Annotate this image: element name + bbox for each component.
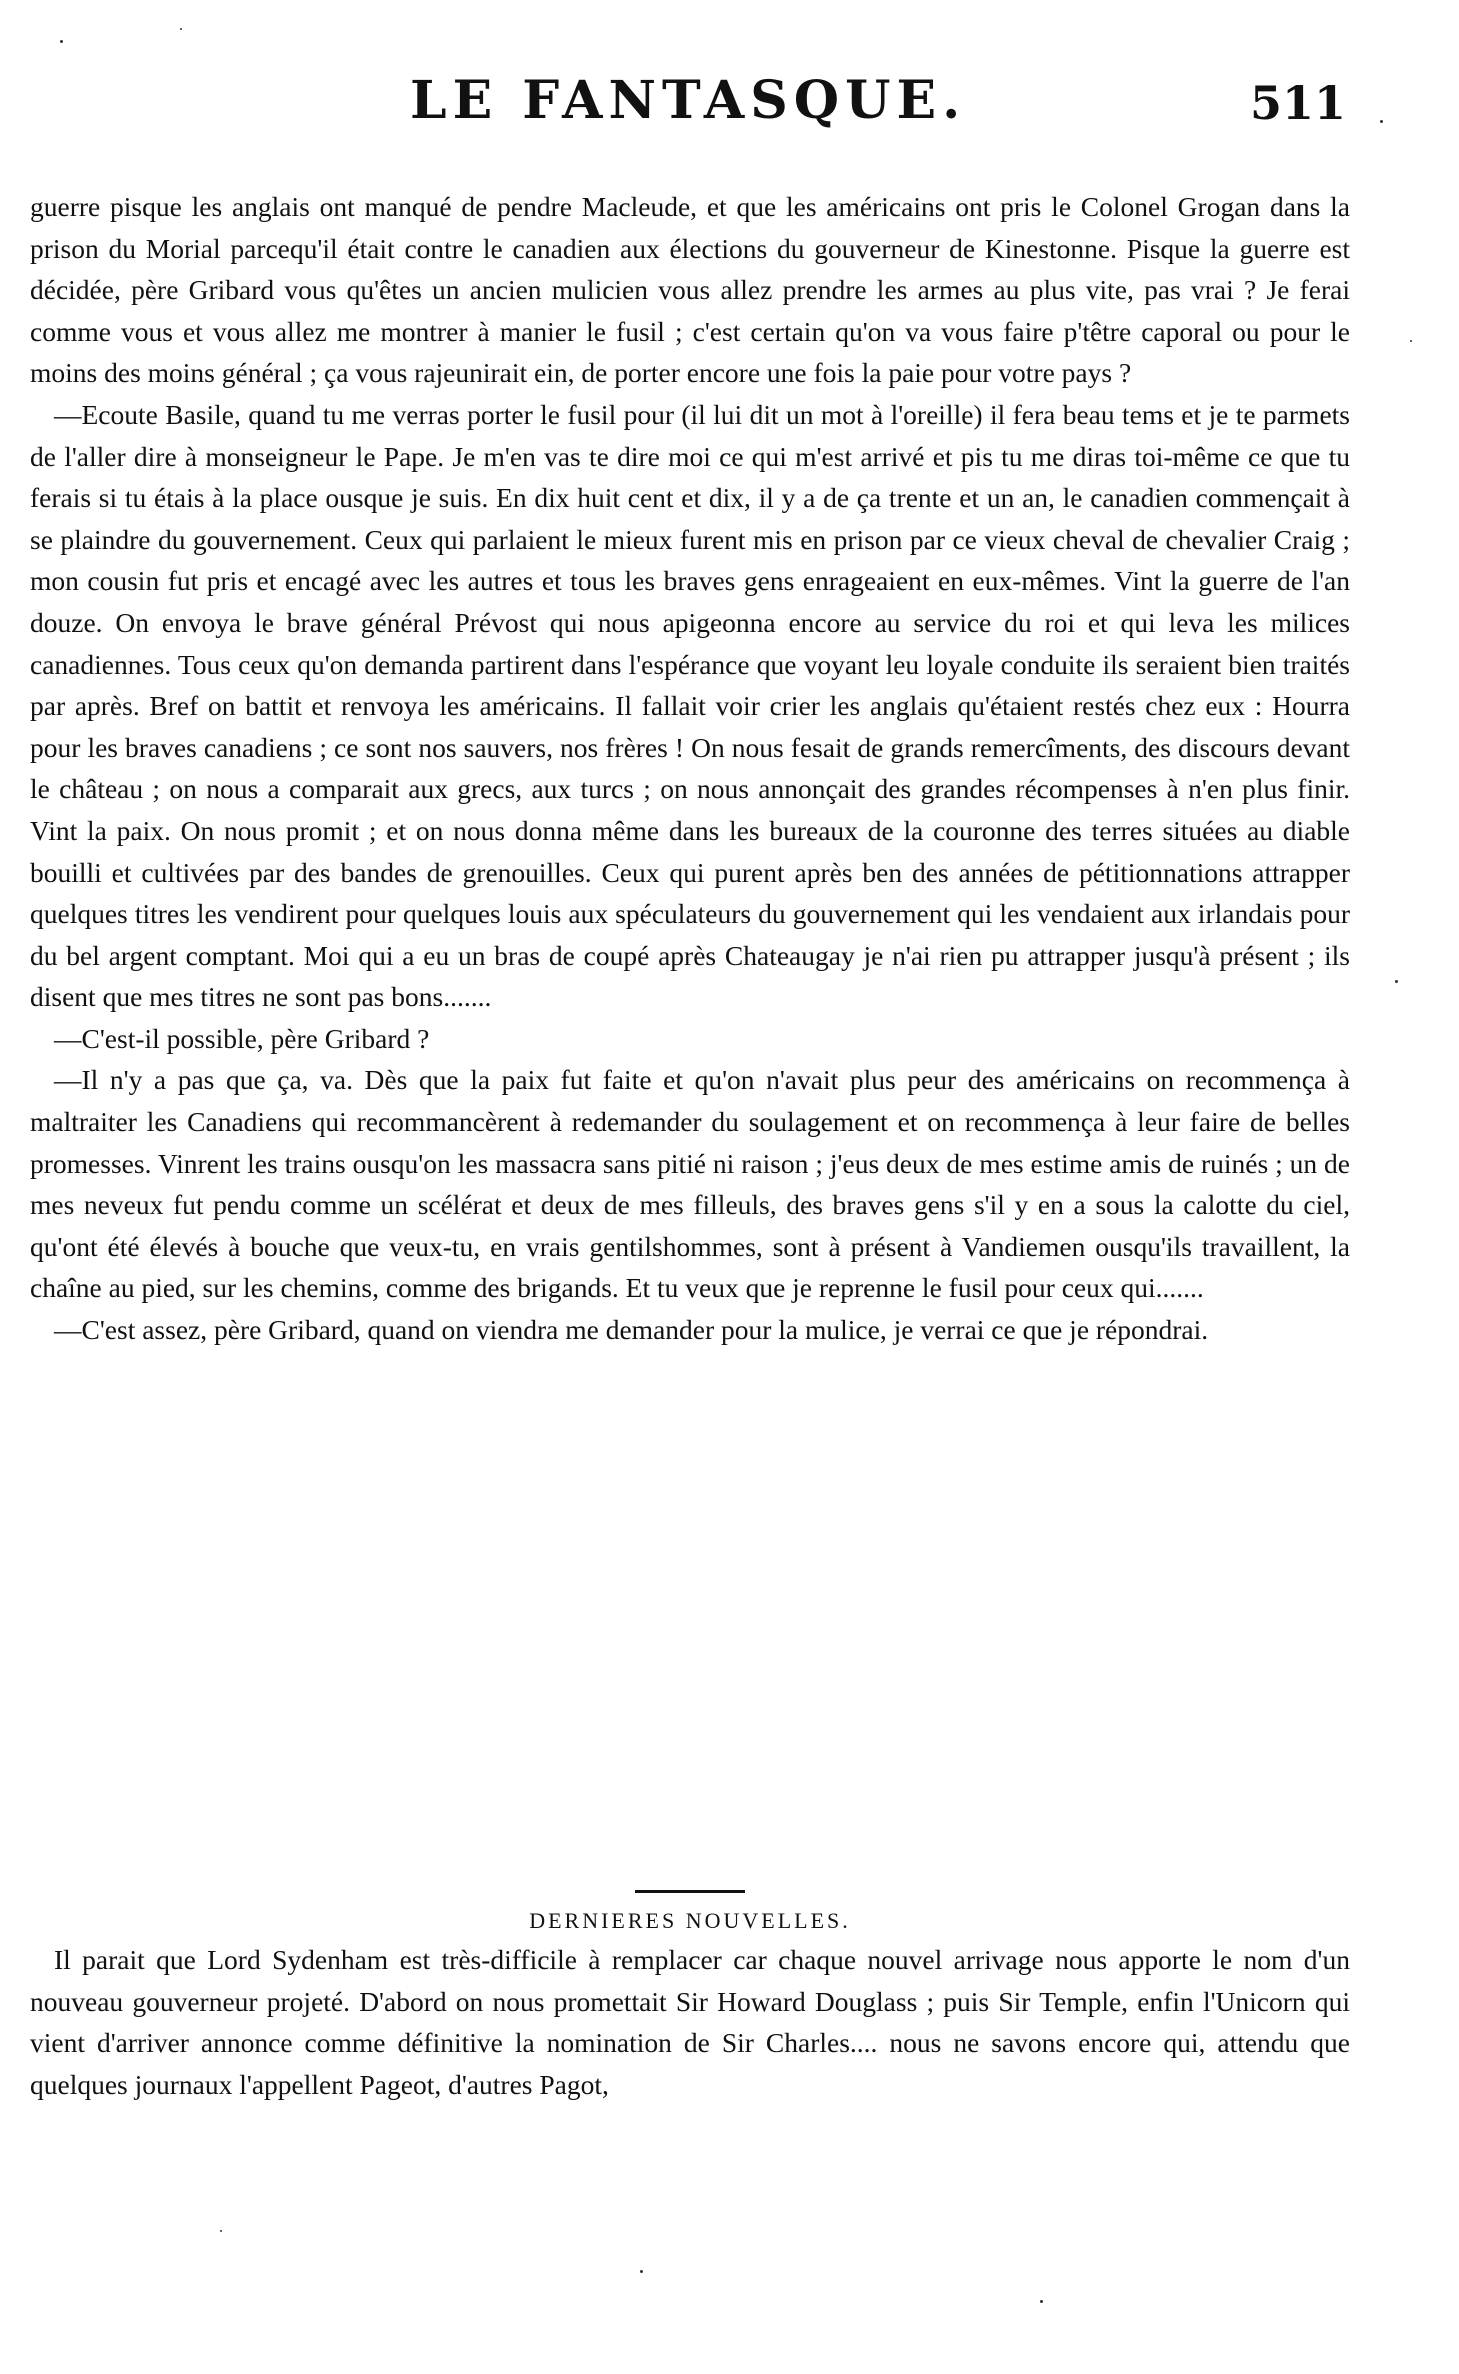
paragraph-continuation: guerre pisque les anglais ont manqué de pendre Macleude, et que les américains ont pris le Colonel Grogan dans la prison du Morial parcequ'il était contre le canadien aux élections du gouverneur de Kinestonne. Pisque la guerre est décidée, père Gribard vous qu'êtes un ancien mulicien vous allez prendre les armes au plus vite, pas vrai ? Je ferai comme vous et vous allez me montrer à manier le fusil ; c'est certain qu'on va vous faire p'têtre caporal ou pour le moins des moins général ; ça vous rajeunirait ein, de porter encore une fois la paie pour votre pays ? (30, 191, 1350, 389)
print-speck (1395, 980, 1398, 983)
paragraph-dialogue-basile: —Ecoute Basile, quand tu me verras porter le fusil pour (il lui dit un mot à l'oreille) il fera beau tems et je te parmets de l'aller dire à monseigneur le Pape. Je m'en vas te dire moi ce qui m'est arrivé et pis tu me diras toi-même ce que tu ferais si tu étais à la place ousque je suis. En dix huit cent et dix, il y a de ça trente et un an, le canadien commençait à se plaindre du gouvernement. Ceux qui parlaient le mieux furent mis en prison par ce vieux cheval de chevalier Craig ; mon cousin fut pris et encagé avec les autres et tous les braves gens enrageaient en eux-mêmes. Vint la guerre de l'an douze. On envoya le brave général Prévost qui nous apigeonna encore au service du roi et qui leva les milices canadiennes. Tous ceux qu'on demanda partirent dans l'espérance que voyant leu loyale conduite ils seraient bien traités par après. Bref on battit et renvoya les américains. Il fallait voir crier les anglais qu'étaient restés chez eux : Hourra pour les braves canadiens ; ce sont nos sauvers, nos frères ! On nous fesait de grands remercîments, des discours devant le château ; on nous a comparait aux grecs, aux turcs ; on nous annonçait des grandes récompenses à n'en plus finir. Vint la paix. On nous promit ; et on nous donna même dans les bureaux de la couronne des terres situées au diable bouilli et cultivées par des bandes de grenouilles. Ceux qui purent après ben des années de pétitionnations attrapper quelques titres les vendirent pour quelques louis aux spéculateurs du gouvernement qui les vendaient aux irlandais pour du bel argent comptant. Moi qui a eu un bras de coupé après Chateaugay je n'ai rien pu attrapper jusqu'à présent ; ils disent que mes titres ne sont pas bons....... (30, 398, 1350, 1013)
journal-title: LE FANTASQUE. (410, 70, 967, 131)
page-number: 511 (1250, 76, 1347, 130)
paragraph-closing: —C'est assez, père Gribard, quand on viendra me demander pour la mulice, je verrai ce que je répondrai. (54, 1314, 1209, 1346)
paragraph-dialogue-gribard: —Il n'y a pas que ça, va. Dès que la paix fut faite et qu'on n'avait plus peur des américains on recommença à maltraiter les Canadiens qui recommancèrent à redemander du soulagement et on recommença à leur faire de belles promesses. Vinrent les trains ousqu'on les massacra sans pitié ni raison ; j'eus deux de mes estime amis de ruinés ; un de mes neveux fut pendu comme un scélérat et deux de mes filleuls, des braves gens s'il y en a sous la calotte du ciel, qu'ont été élevés à bouche que veux-tu, en vrais gentilshommes, sont à présent à Vandiemen ousqu'ils travaillent, la chaîne au pied, sur les chemins, comme des brigands. Et tu veux que je reprenne le fusil pour ceux qui....... (30, 1064, 1350, 1304)
print-speck (640, 2270, 643, 2273)
running-head (0, 70, 1459, 150)
news-paragraph: Il parait que Lord Sydenham est très-difficile à remplacer car chaque nouvel arrivage nous apporte le nom d'un nouveau gouverneur projeté. D'abord on nous promettait Sir Howard Douglass ; puis Sir Temple, enfin l'Unicorn qui vient d'arriver annonce comme définitive la nomination de Sir Charles.... nous ne savons encore qui, attendu que quelques journaux l'appellent Pageot, d'autres Pagot, (30, 1944, 1350, 2100)
print-speck (220, 2230, 222, 2232)
print-speck (60, 40, 63, 43)
print-speck (180, 28, 182, 30)
print-speck (1410, 340, 1412, 342)
news-heading: DERNIERES NOUVELLES. (529, 1908, 851, 1933)
section-divider (635, 1890, 745, 1893)
article-body (30, 186, 1350, 1351)
print-speck (1040, 2300, 1043, 2303)
print-speck (1380, 120, 1383, 123)
latest-news-section (30, 1890, 1350, 2105)
paragraph-question: —C'est-il possible, père Gribard ? (54, 1022, 430, 1054)
